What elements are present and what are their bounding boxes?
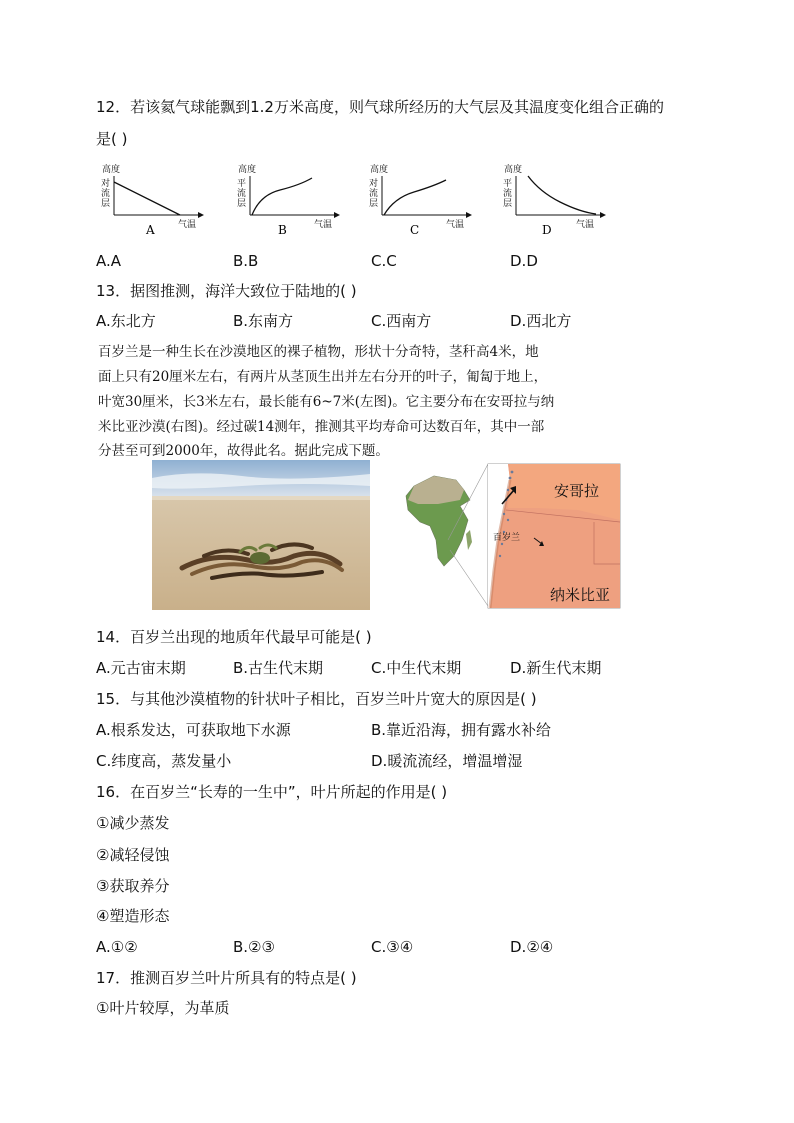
graph-d-y-axis: 高度 (504, 165, 523, 175)
q13-stem: 13．据图推测，海洋大致位于陆地的( ) (96, 282, 357, 300)
svg-text:流: 流 (237, 189, 247, 199)
map-label-angola: 安哥拉 (554, 482, 600, 500)
svg-text:平: 平 (503, 179, 513, 189)
graph-a-x-axis: 气温 (178, 220, 197, 230)
svg-text:流: 流 (369, 189, 379, 199)
q14-option-c[interactable]: C.中生代末期 (371, 659, 462, 677)
q17-stem: 17．推测百岁兰叶片所具有的特点是( ) (96, 969, 357, 987)
q15-option-d[interactable]: D.暖流流经，增温增湿 (371, 752, 523, 770)
graph-d (500, 160, 610, 240)
q16-option-c[interactable]: C.③④ (371, 938, 414, 956)
q15-option-b[interactable]: B.靠近沿海，拥有露水补给 (371, 721, 552, 739)
passage-line-4: 米比亚沙漠(右图)。经过碳14测年，推测其平均寿命可达数百年，其中一部 (98, 419, 545, 435)
graph-b (234, 160, 344, 240)
map-label-plant: 百岁兰 (493, 533, 521, 543)
svg-text:层: 层 (237, 199, 247, 209)
graph-b-y-axis: 高度 (238, 165, 257, 175)
q16-item-2: ②减轻侵蚀 (96, 846, 170, 864)
graph-a-letter: A (146, 223, 155, 237)
q15-option-a[interactable]: A.根系发达，可获取地下水源 (96, 721, 291, 739)
svg-text:层: 层 (503, 199, 513, 209)
svg-text:对: 对 (369, 179, 379, 189)
q14-option-a[interactable]: A.元古宙末期 (96, 659, 186, 677)
svg-text:层: 层 (369, 199, 379, 209)
q13-option-a[interactable]: A.东北方 (96, 312, 156, 330)
svg-text:流: 流 (101, 189, 111, 199)
q13-option-d[interactable]: D.西北方 (510, 312, 572, 330)
svg-text:流: 流 (503, 189, 513, 199)
graph-b-letter: B (278, 223, 287, 237)
graph-d-letter: D (542, 223, 552, 237)
q14-option-b[interactable]: B.古生代末期 (233, 659, 324, 677)
passage-line-2: 面上只有20厘米左右，有两片从茎顶生出并左右分开的叶子，匍匐于地上， (98, 369, 548, 385)
q12-stem-line1: 12．若该氦气球能飘到1.2万米高度，则气球所经历的大气层及其温度变化组合正确的 (96, 98, 664, 116)
q15-stem: 15．与其他沙漠植物的针状叶子相比，百岁兰叶片宽大的原因是( ) (96, 690, 537, 708)
map-label-namibia: 纳米比亚 (550, 586, 611, 604)
q12-stem-line2: 是( ) (96, 130, 128, 148)
graph-c-letter: C (410, 223, 420, 237)
q16-option-d[interactable]: D.②④ (510, 938, 554, 956)
svg-text:层: 层 (101, 199, 111, 209)
q12-option-a[interactable]: A.A (96, 252, 122, 270)
distribution-map (398, 460, 623, 610)
q14-option-d[interactable]: D.新生代末期 (510, 659, 602, 677)
graph-c-y-axis: 高度 (370, 165, 389, 175)
q14-stem: 14．百岁兰出现的地质年代最早可能是( ) (96, 628, 372, 646)
plant-photo (152, 460, 370, 610)
graph-a-y-axis: 高度 (102, 165, 121, 175)
passage-line-3: 叶宽30厘米，长3米左右，最长能有6~7米(左图)。它主要分布在安哥拉与纳 (98, 394, 555, 410)
q13-option-b[interactable]: B.东南方 (233, 312, 294, 330)
q12-option-d[interactable]: D.D (510, 252, 538, 270)
passage-line-1: 百岁兰是一种生长在沙漠地区的裸子植物，形状十分奇特，茎秆高4米，地 (98, 344, 539, 360)
graph-d-x-axis: 气温 (576, 220, 595, 230)
q16-item-4: ④塑造形态 (96, 907, 170, 925)
graph-c-x-axis: 气温 (446, 220, 465, 230)
q12-option-b[interactable]: B.B (233, 252, 259, 270)
q17-item-1: ①叶片较厚，为革质 (96, 999, 230, 1017)
q16-item-1: ①减少蒸发 (96, 814, 170, 832)
q16-stem: 16．在百岁兰“长寿的一生中”，叶片所起的作用是( ) (96, 783, 448, 801)
passage-line-5: 分甚至可到2000年，故得此名。据此完成下题。 (98, 443, 389, 459)
graph-c (366, 160, 476, 240)
q16-option-b[interactable]: B.②③ (233, 938, 275, 956)
svg-text:平: 平 (237, 179, 247, 189)
q16-item-3: ③获取养分 (96, 877, 170, 895)
q13-option-c[interactable]: C.西南方 (371, 312, 432, 330)
svg-text:对: 对 (101, 179, 111, 189)
graph-a (98, 160, 208, 240)
q15-option-c[interactable]: C.纬度高，蒸发量小 (96, 752, 232, 770)
q12-option-c[interactable]: C.C (371, 252, 397, 270)
q16-option-a[interactable]: A.①② (96, 938, 138, 956)
graph-b-x-axis: 气温 (314, 220, 333, 230)
